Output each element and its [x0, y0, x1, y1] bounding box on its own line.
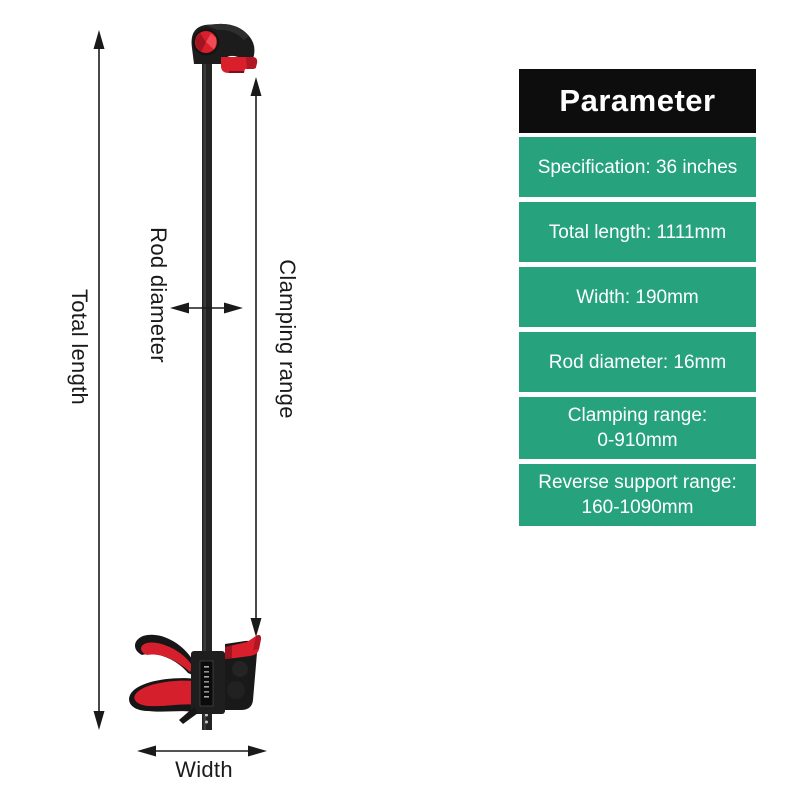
- spec-row-rod-diameter: [519, 332, 756, 392]
- parameter-panel: [519, 69, 756, 526]
- clamp-fixed-jaw: [192, 24, 258, 73]
- spec-text: 0-910mm: [597, 430, 678, 451]
- clamping-range-label: Clamping range: [275, 259, 300, 419]
- spec-text: Width: 190mm: [576, 286, 699, 308]
- parameter-title: Parameter: [559, 83, 716, 118]
- spec-text: 160-1090mm: [581, 497, 694, 518]
- spec-row-reverse-support: [519, 464, 756, 526]
- spec-text: Clamping range:: [567, 405, 708, 426]
- spec-text: Rod diameter: 16mm: [548, 351, 727, 373]
- spec-row-clamping-range: [519, 397, 756, 459]
- clamping-range-arrow: [251, 77, 262, 637]
- spec-text: Reverse support range:: [538, 472, 737, 493]
- parameter-header: [519, 69, 756, 133]
- rod-diameter-label: Rod diameter: [146, 227, 171, 363]
- spec-text: Total length: 1111mm: [548, 221, 727, 243]
- spec-row-specification: [519, 137, 756, 197]
- total-length-arrow: [94, 30, 105, 730]
- spec-text: Specification: 36 inches: [537, 156, 738, 178]
- spec-row-width: [519, 267, 756, 327]
- clamp-bar: [202, 50, 212, 730]
- clamp-handle: [129, 635, 261, 724]
- width-label: Width: [175, 757, 233, 782]
- total-length-label: Total length: [67, 288, 92, 406]
- knob: [195, 31, 217, 53]
- width-arrow: [137, 746, 267, 757]
- brand-label: [200, 661, 213, 706]
- fixed-jaw-pad: [221, 57, 257, 73]
- spec-row-total-length: [519, 202, 756, 262]
